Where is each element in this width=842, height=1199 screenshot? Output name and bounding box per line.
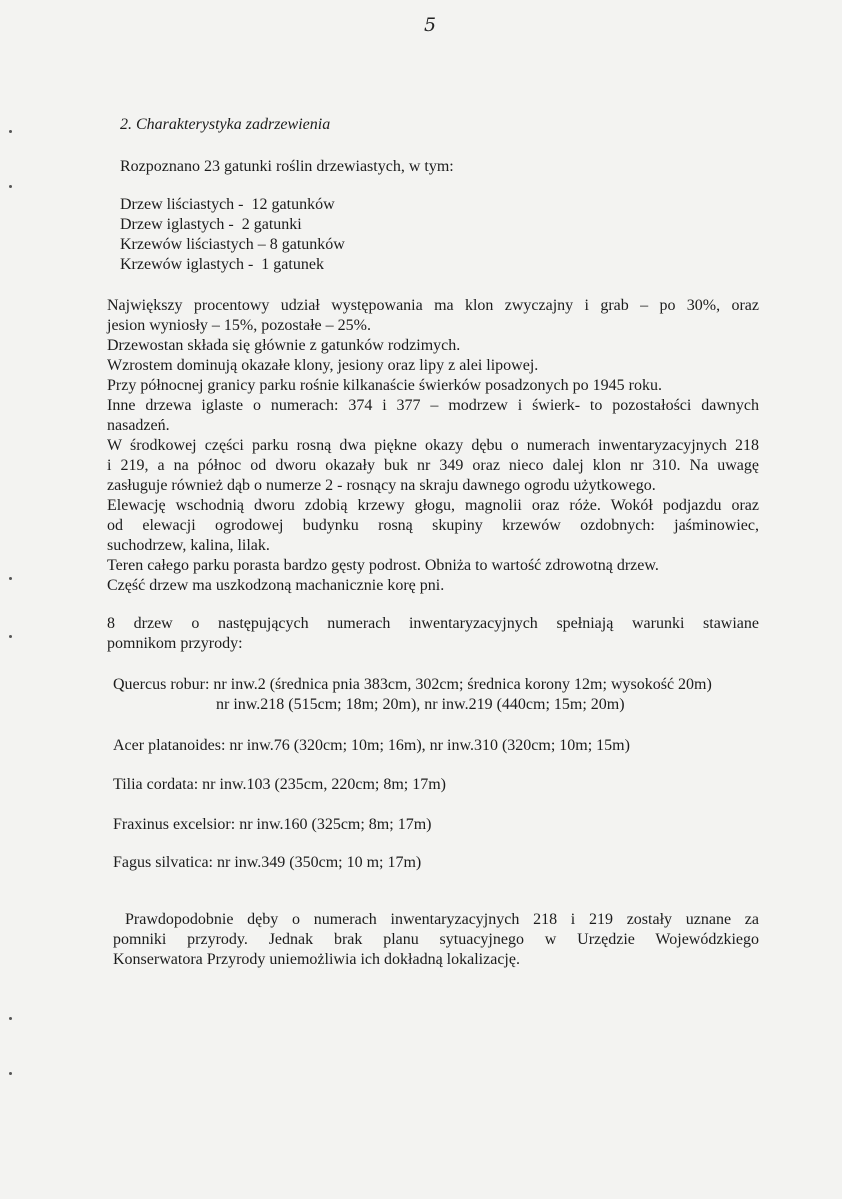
- text-line: Wzrostem dominują okazałe klony, jesiony oraz lipy z alei lipowej.: [107, 357, 539, 374]
- scan-mark: [9, 1017, 12, 1020]
- scan-mark: [9, 130, 12, 133]
- text-line: i 219, a na północ od dworu okazały buk nr 349 oraz nieco dalej klon nr 310. Na uwagę: [107, 457, 759, 474]
- scan-mark: [9, 1072, 12, 1075]
- text-line: suchodrzew, kalina, lilak.: [107, 537, 270, 554]
- text-line: Drzewostan składa się głównie z gatunków rodzimych.: [107, 337, 461, 354]
- text-line: jesion wyniosły – 15%, pozostałe – 25%.: [107, 317, 371, 334]
- text-line: zasługuje również dąb o numerze 2 - rosnący na skraju dawnego ogrodu użytkowego.: [107, 477, 656, 494]
- count-row: [120, 255, 345, 275]
- text-line: Przy północnej granicy parku rośnie kilkanaście świerków posadzonych po 1945 roku.: [107, 377, 662, 394]
- count-value: 12 gatunków: [251, 196, 335, 213]
- species-entry: Acer platanoides: nr inw.76 (320cm; 10m; 16m), nr inw.310 (320cm; 10m; 15m): [113, 737, 630, 754]
- text-line: 8 drzew o następujących numerach inwentaryzacyjnych spełniają warunki stawiane: [107, 615, 759, 632]
- scan-mark: [9, 635, 12, 638]
- count-row: [120, 235, 345, 255]
- text-line: Część drzew ma uszkodzoną machanicznie korę pni.: [107, 577, 445, 594]
- count-label: Krzewów iglastych -: [120, 256, 254, 273]
- monuments-intro: [107, 614, 759, 654]
- page-number: 5: [424, 14, 437, 36]
- conclusion-paragraph: [113, 910, 759, 970]
- intro-text: Rozpoznano 23 gatunki roślin drzewiastych, w tym:: [120, 158, 454, 175]
- species-count-list: [120, 195, 345, 275]
- species-line: nr inw.218 (515cm; 18m; 20m), nr inw.219 (440cm; 15m; 20m): [216, 696, 625, 713]
- text-line: W środkowej części parku rosną dwa piękne okazy dębu o numerach inwentaryzacyjnych 218: [107, 437, 759, 454]
- count-value: 2 gatunki: [241, 216, 302, 233]
- text-line: Prawdopodobnie dęby o numerach inwentaryzacyjnych 218 i 219 zostały uznane za: [125, 911, 759, 928]
- count-row: [120, 215, 345, 235]
- text-line: nasadzeń.: [107, 417, 170, 434]
- species-entry: Fagus silvatica: nr inw.349 (350cm; 10 m; 17m): [113, 854, 422, 871]
- text-line: Inne drzewa iglaste o numerach: 374 i 377 – modrzew i świerk- to pozostałości dawnych: [107, 397, 759, 414]
- text-line: pomniki przyrody. Jednak brak planu sytuacyjnego w Urzędzie Wojewódzkiego: [113, 931, 759, 948]
- count-row: [120, 195, 345, 215]
- species-entry: Fraxinus excelsior: nr inw.160 (325cm; 8m; 17m): [113, 816, 432, 833]
- count-value: 1 gatunek: [261, 256, 324, 273]
- count-value: 8 gatunków: [269, 236, 345, 253]
- text-line: od elewacji ogrodowej budynku rosną skupiny krzewów ozdobnych: jaśminowiec,: [107, 517, 759, 534]
- species-line: Quercus robur: nr inw.2 (średnica pnia 383cm, 302cm; średnica korony 12m; wysokość 20m): [113, 676, 712, 693]
- species-entry: Tilia cordata: nr inw.103 (235cm, 220cm; 8m; 17m): [113, 776, 446, 793]
- description-paragraphs: [107, 296, 759, 596]
- count-label: Drzew liściastych -: [120, 196, 244, 213]
- text-line: Największy procentowy udział występowania ma klon zwyczajny i grab – po 30%, oraz: [107, 297, 759, 314]
- count-label: Drzew iglastych -: [120, 216, 234, 233]
- species-entry: [113, 675, 712, 715]
- scan-mark: [9, 185, 12, 188]
- text-line: Teren całego parku porasta bardzo gęsty podrost. Obniża to wartość zdrowotną drzew.: [107, 557, 659, 574]
- text-line: Elewację wschodnią dworu zdobią krzewy głogu, magnolii oraz róże. Wokół podjazdu oraz: [107, 497, 759, 514]
- section-heading: 2. Charakterystyka zadrzewienia: [120, 116, 331, 133]
- text-line: Konserwatora Przyrody uniemożliwia ich dokładną lokalizację.: [113, 951, 520, 968]
- count-label: Krzewów liściastych –: [120, 236, 266, 253]
- text-line: pomnikom przyrody:: [107, 635, 243, 652]
- scan-mark: [9, 577, 12, 580]
